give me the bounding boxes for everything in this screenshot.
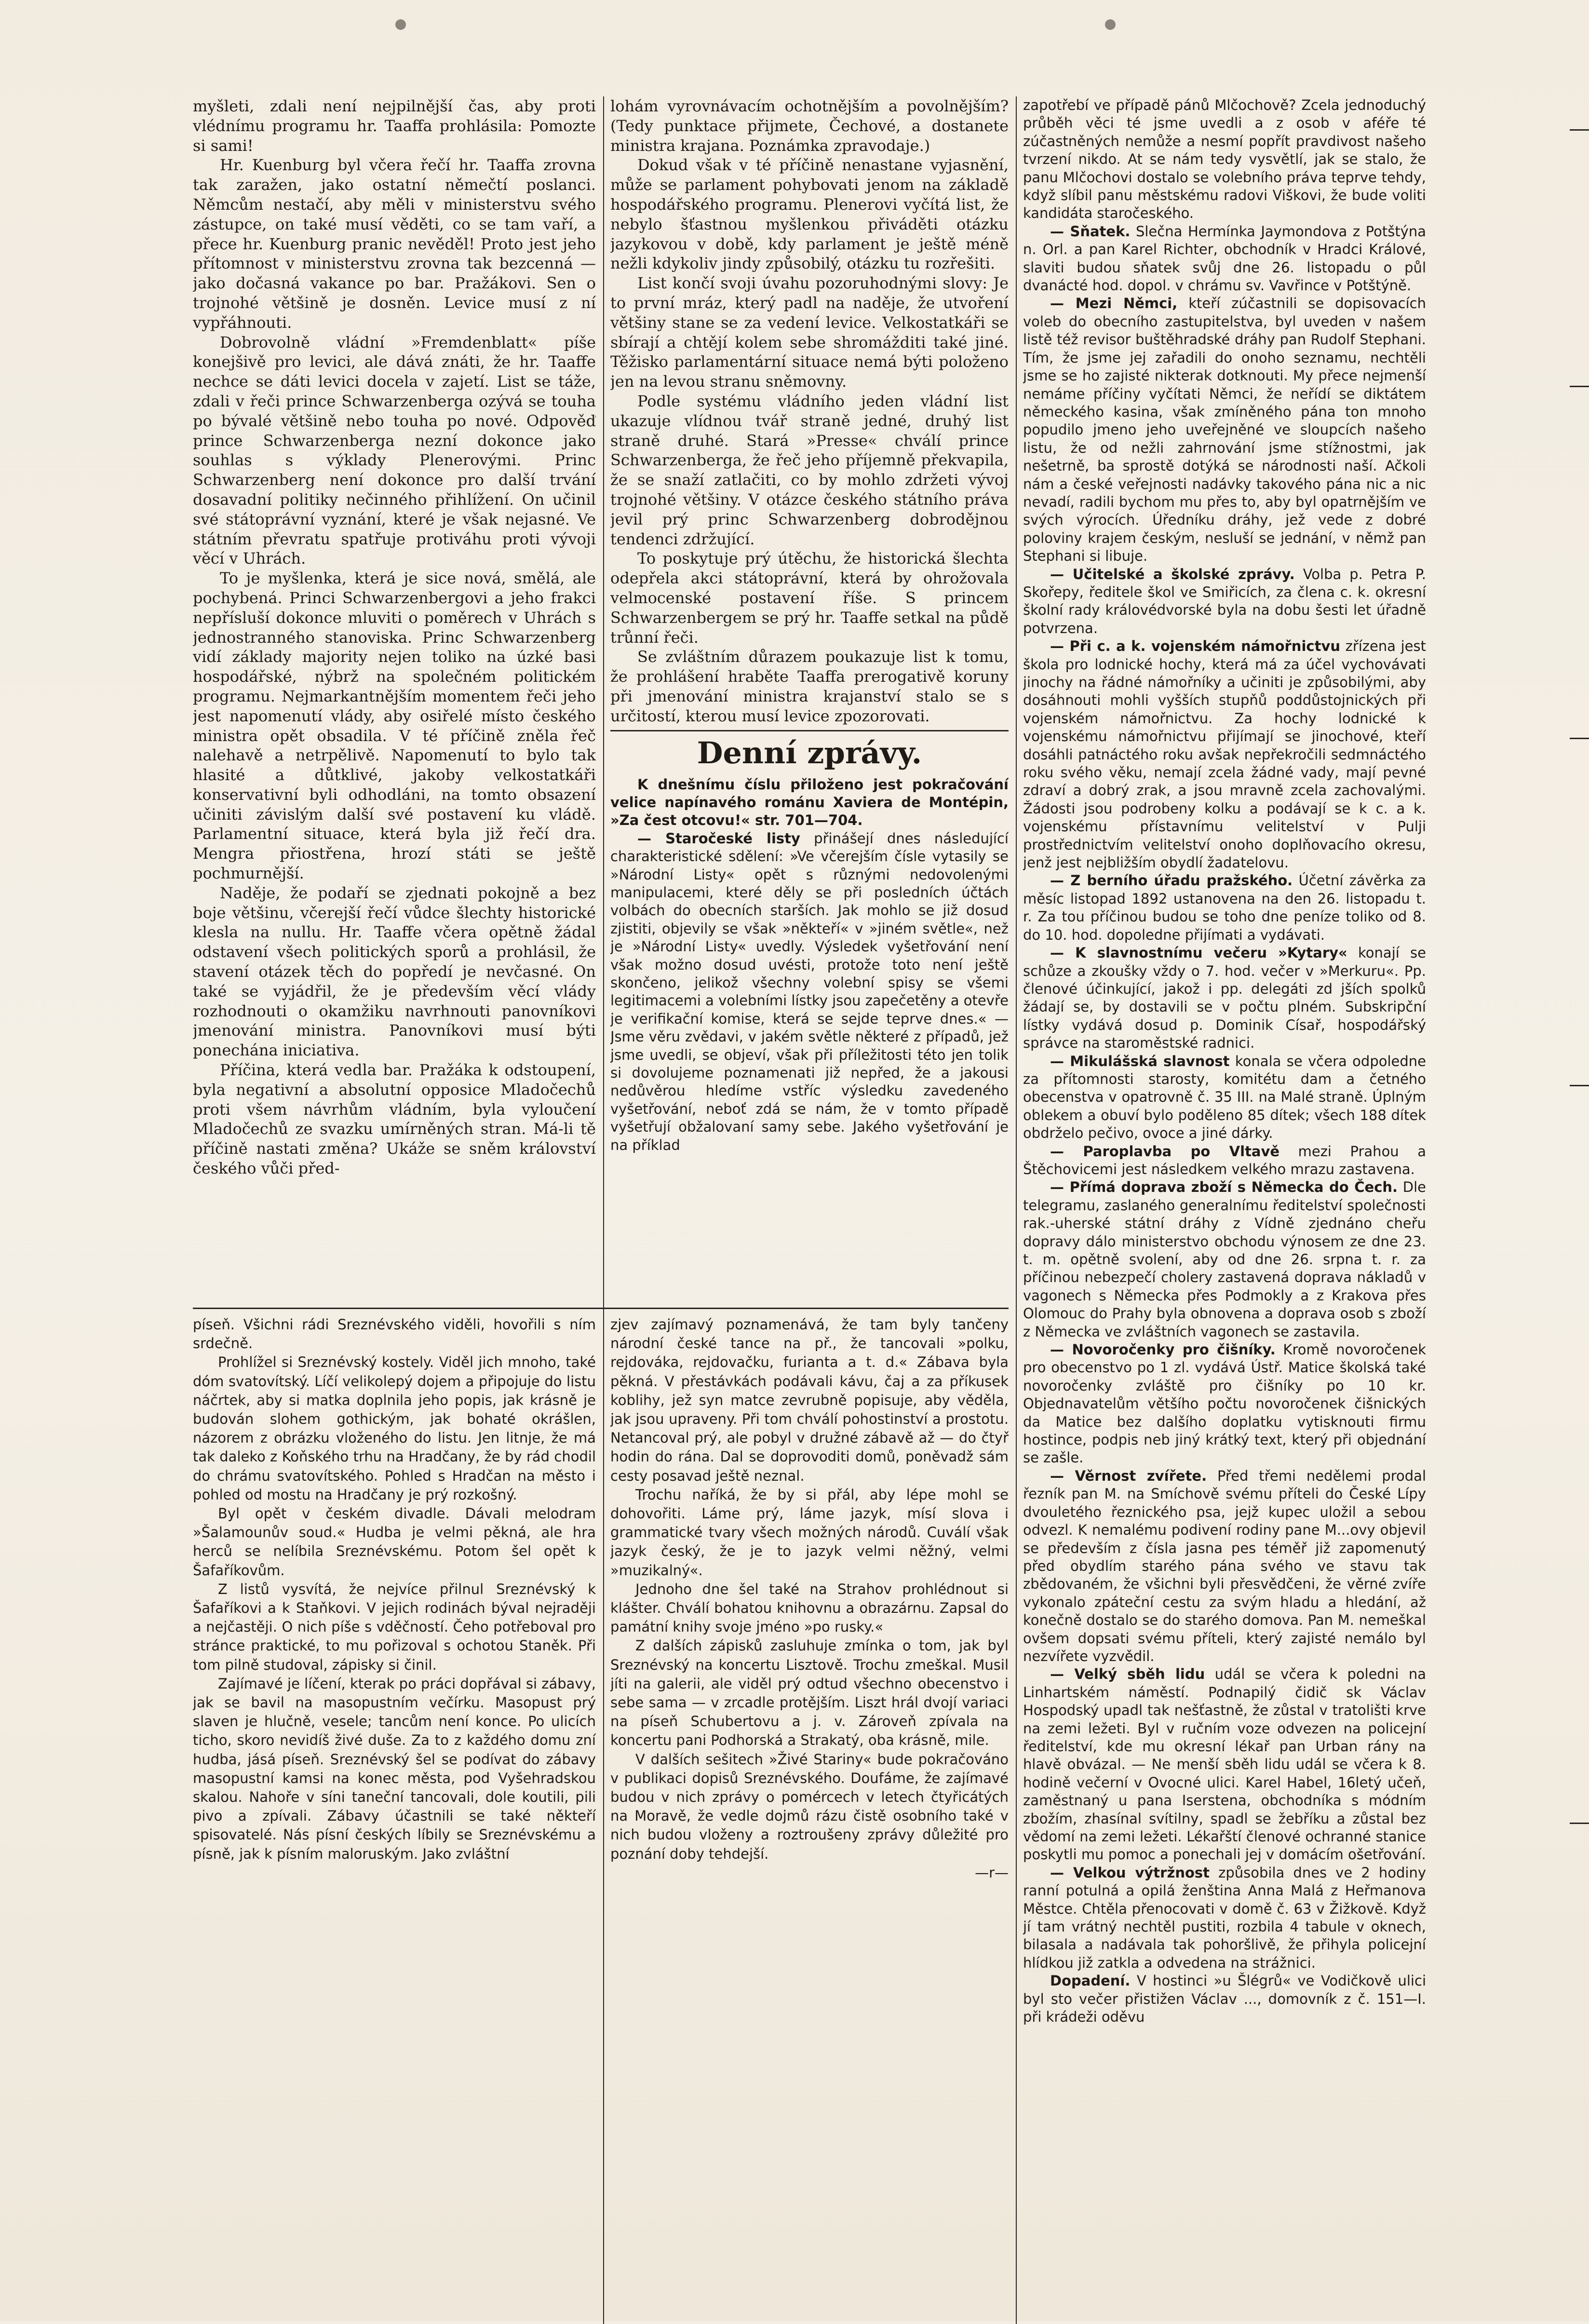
news-item: [1023, 1053, 1426, 1143]
news-item-heading: — Přímá doprava zboží s Německa do Čech.: [1050, 1179, 1398, 1196]
news-item-text: přinášejí dnes následující charakteristické sdělení: »Ve včerejším čísle vytasily se »Národní Listy« opět s různými nedovolenými manipulacemi, které děly se při posledních účtách volbách do obecních starších. Jak mohlo se již dosud zjistiti, objevily se však »někteří« v »jiném světle«, než je »Národní Listy« uvedly. Výsledek vyšetřování není však možno dosud uvésti, protože toto není ještě skončeno, jelikož všechny volební spisy se všemi legitimacemi a volebními lístky jsou zapečetěny a otevře je verifikační komise, která se sejde teprve dnes.« — Jsme věru zvědavi, v jakém světle některé z případů, jež jsme uvedli, se objeví, však při příležitosti této jen tolik si dovolujeme poznamenati již nepřed, že a jakousi nedůvěrou hledíme vstříc výsledku zavedeného vyšetřování, neboť zdá se nám, že v tomto případě vyšetřují obžalovaní samy sebe. Jakého vyšetřování je na příklad: [610, 830, 1009, 1153]
news-item-text: konala se včera odpoledne za přítomnosti starosty, komitétu dam a četného obecenstva v opatrovně č. 35 III. na Malé straně. Úplným oblekem a obuví bylo poděleno 85 dítek; všech 188 dítek obdrželo pečivo, ovoce a jiné dárky.: [1023, 1053, 1426, 1142]
news-item: [1023, 1341, 1426, 1467]
paragraph: Podle systému vládního jeden vládní list ukazuje vlídnou tvář straně jedné, druhý list straně druhé. Stará »Presse« chválí prince Schwarzenberga, že řeč jeho příjemně překvapila, že se snaží zatlačiti, co by mohlo zdržeti vývoj trojnohé většiny. V otázce českého státního práva jevil prý princ Schwarzenberg dobrodějnou tendenci zdržující.: [610, 392, 1009, 548]
section-title-daily-news: Denní zprávy.: [610, 730, 1009, 770]
paragraph: To je myšlenka, která je sice nová, smělá, ale pochybená. Princi Schwarzenbergovi a jeho frakci nepřísluší dokonce mluviti o poměrech v Uhrách s jednostranného stanoviska. Princ Schwarzenberg vidí základy majority nejen toliko na úzké basi hospodářské, nýbrž na společném politickém programu. Nejmarkantnějším momentem řeči jeho jest napomenutí vlády, aby osiřelé místo českého ministra opět obsadila. V té příčině zněla řeč nalehavě a netrpělivě. Napomenutí to bylo tak hlasité a důtklivé, jakoby velkostatkáři konservativní byli odhodláni, na tomto obsazení učiniti závislým další své postavení ku vládě. Parlamentní situace, která byla již řečí dra. Mengra přiostřena, hrozí státi se ještě pochmurnější.: [193, 569, 596, 883]
paragraph: lohám vyrovnávacím ochotnějším a povolnějším? (Tedy punktace přijmete, Čechové, a dostanete ministra krajana. Poznámka zpravodaje.): [610, 97, 1009, 155]
news-item: [1023, 872, 1426, 944]
paragraph: Se zvláštním důrazem poukazuje list k tomu, že prohlášení hraběte Taaffa prerogativě koruny při jmenování ministra krajanství stalo se s určitostí, kterou musí levice zpozorovati.: [610, 648, 1009, 725]
news-item-heading: — Novoročenky pro čišníky.: [1050, 1341, 1276, 1358]
news-item-text: způsobila dnes ve 2 hodiny ranní potulná a opilá ženština Anna Malá z Heřmanova Městce. Chtěla přenocovati v domě č. 63 v Žižkově. Když jí tam vrátný nechtěl pustiti, rozbila 4 tabule v oknech, bilasala a nadávala tak pohoršlivě, že přihyla policejní hlídkou již zatkla a odvedena na strážnici.: [1023, 1864, 1426, 1971]
paragraph: Zajímavé je líčení, kterak po práci dopřával si zábavy, jak se bavil na masopustním večírku. Masopust prý slaven je hlučně, vesele; tancům není konce. Po ulicích ticho, skoro nevidíš živé duše. Za to z každého domu zní hudba, jásá píseň. Sreznévský šel se podívat do zábavy masopustní kamsi na konec města, pod Vyšehradskou skalou. Nahoře v síni taneční tancovali, dole koutili, pili pivo a zpívali. Zábavy účastnili se také někteří spisovatelé. Nás písní českých líbily se Sreznévskému a písně, jak k písním maloruským. Jako zvláštní: [193, 1675, 596, 1862]
news-item-heading: Dopadení.: [1050, 1973, 1131, 1989]
news-item-text: Volba p. Petra P. Skořepy, ředitele škol ve Smiřicích, za člena c. k. okresní školní rady královédvorské byla na dobu šesti let úřadně potvrzena.: [1023, 566, 1426, 636]
news-item-heading: — K slavnostnímu večeru »Kytary«: [1050, 945, 1347, 961]
paragraph: To poskytuje prý útěchu, že historická šlechta odepřela akci státoprávní, která by ohrožovala velmocenské postavení říše. S princem Schwarzenbergem se prý hr. Taaffe setkal na půdě trůnní řeči.: [610, 549, 1009, 647]
daily-intro: K dnešnímu číslu přiloženo jest pokračování velice napínavého románu Xaviera de Montépin, »Za čest otcovu!« str. 701—704.: [610, 776, 1009, 829]
news-item: [1023, 295, 1426, 565]
news-item-text: zapotřebí ve případě pánů Mlčochově? Zcela jednoduchý průběh věci té jsme uvedli a z osob v aféře té zúčastněných nemůže a nesmí popřít pravdivost našeho tvrzení nikdo. At se nám tedy vysvětlí, jak se stalo, že panu Mlčochovi dostalo se volebního práva teprve tehdy, když slíbil panu městskému radovi Viškovi, že bude voliti kandidáta staročeského.: [1023, 97, 1426, 222]
news-item-text: V hostinci »u Šlégrů« ve Vodičkově ulici byl sto večer přistižen Václav ..., domovník z č. 151—I. při krádeži oděvu: [1023, 1973, 1426, 2026]
news-item-heading: — Z berního úřadu pražského.: [1050, 872, 1293, 889]
news-item-text: kteří zúčastnili se dopisovacích voleb do obecního zastupitelstva, byl uveden v našem listě též revisor buštěhradské dráhy pan Rudolf Stephani. Tím, že jsme jej zařadili do onoho seznamu, nechtěli jsme se ho zajisté nikterak dotknouti. My přece nejmenší nemáme příčiny vyčítati Němci, že neřídí se diktátem německého kasina, však zmíněného pána ton mnoho popudilo jmeno jeho uveřejněné ve sloupcích našeho listu, že od nežli zahrnování jsme stížnostmi, jak nešetrně, ba sprostě dotýká se národnosti naší. Ačkoli nám a české veřejnosti nadávky takového pána nic a nic nevadí, radili bychom mu přes to, aby byl opatrnějším ve svých výrocích. Úředníku dráhy, jež vede z dobré poloviny krajem českým, nesluší se jednání, v němž pan Stephani si libuje.: [1023, 295, 1426, 565]
news-item: [1023, 1143, 1426, 1179]
news-item: [1023, 944, 1426, 1052]
news-item: [1023, 96, 1426, 223]
news-item: [610, 830, 1009, 1154]
news-item-text: Slečna Hermínka Jaymondova z Potštýna n. Orl. a pan Karel Richter, obchodník v Hradci Králové, slaviti budou sňatek svůj dne 26. listopadu o půl dvanácté hod. dopol. v chrámu sv. Vavřince v Potštýně.: [1023, 223, 1426, 294]
margin-tick: [1570, 1823, 1589, 1824]
paragraph: Příčina, která vedla bar. Pražáka k odstoupení, byla negativní a absolutní opposice Mladočechů proti všem návrhům vládním, byla vyloučení Mladočechů ze svazku umírněných stran. Má-li tě příčině nastati změna? Ukáže se sněm království českého vůči před-: [193, 1061, 596, 1178]
news-item: [1023, 637, 1426, 872]
news-item-heading: — Učitelské a školské zprávy.: [1050, 566, 1295, 582]
column-rule: [1016, 96, 1017, 2324]
news-item: [1023, 1864, 1426, 1972]
paragraph: myšleti, zdali není nejpilnější čas, aby proti vlédnímu programu hr. Taaffa prohlásila: Pomozte si sami!: [193, 97, 596, 155]
paragraph: zjev zajímavý poznamenává, že tam byly tančeny národní české tance na př., že tancovali »polku, rejdováka, rejdovačku, furianta a t. d.« Zábava byla pěkná. V přestávkách podávali kávu, čaj a za příkusek koblihy, jež syn matce zevrubně popisuje, aby věděla, jak jsou upraveny. Při tom chválí pohostinství a prostotu. Netancoval prý, ale pobyl v družné zábavě až — do čtyř hodin do rána. Dal se doprovoditi domů, poněvadž sám cesty posavad ještě neznal.: [610, 1316, 1009, 1484]
paragraph: List končí svoji úvahu pozoruhodnými slovy: Je to první mráz, který padl na naděje, že utvoření většiny stane se za vedení levice. Velkostatkáři se sbírají a chtějí kolem sebe shromážditi také jiné. Těžisko parlamentární situace nemá býti položeno jen na levou stranu sněmovny.: [610, 274, 1009, 391]
binding-hole: [395, 19, 406, 30]
feuilleton-column-1: [193, 1315, 596, 2309]
column-rule: [603, 96, 604, 2324]
news-item: [1023, 1178, 1426, 1341]
paragraph: Byl opět v českém divadle. Dávali melodram »Šalamounův soud.« Hudba je velmi pěkná, ale hra herců se nelíbila Sreznévskému. Potom šel opět k Šafaříkovům.: [193, 1505, 596, 1579]
news-item-heading: — Při c. a k. vojenském námořnictvu: [1050, 638, 1340, 655]
news-item-text: Dle telegramu, zaslaného generalnímu ředitelství společnosti rak.-uherské státní dráhy z Vídně zjednáno cheřu dopravy dálo ministerstvo obchodu výnosem ze dne 23. t. m. opětně svolení, aby od dne 26. srpna t. r. za příčinou nebezpečí cholery zastavená doprava nákladů v vagonech s Německa přes Podmokly a z Krakova přes Olomouc do Prahy byla obnovena a doprava osob s zboží z Německa ve zvláštních vagonech se zastavila.: [1023, 1179, 1426, 1340]
news-item-text: Účetní závěrka za měsíc listopad 1892 ustanovena na den 26. listopadu t. r. Za tou příčinou budou se toho dne peníze toliko od 8. do 10. hod. dopoledne přijímati a vydávati.: [1023, 872, 1426, 943]
author-signature: —r—: [975, 1864, 1009, 1881]
paragraph: Dokud však v té příčině nenastane vyjasnění, může se parlament pohybovati jenom na základě hospodářského programu. Plenerovi vyčítá list, že nebylo šťastnou myšlenkou přiváděti otázku jazykovou v době, kdy parlament je ještě méně nežli kdykoliv jindy způsobilý, otázku tu rozřešiti.: [610, 156, 1009, 273]
paragraph: Trochu naříká, že by si přál, aby lépe mohl se dohovořiti. Láme prý, láme jazyk, mísí slova i grammatické tvary všech možných národů. Cuválí však jazyk český, že je to jazyk velmi něžný, velmi »muzikalný«.: [610, 1486, 1009, 1579]
paragraph: Jednoho dne šel také na Strahov prohlédnout si klášter. Chválí bohatou knihovnu a obrazárnu. Zapsal do památní knihy svoje jméno »po rusky.«: [610, 1581, 1009, 1635]
paragraph: Dobrovolně vládní »Fremdenblatt« píše konejšivě pro levici, ale dává znáti, že hr. Taaffe nechce se dáti levici docela v zajetí. List se táže, zdali v řeči prince Schwarzenberga ozývá se touha po bývalé většině nebo touha po nové. Odpověď prince Schwarzenberga nezní dokonce jako souhlas s výklady Plenerovými. Princ Schwarzenberg není dokonce pro další trvání dosavadní politiky nečinného přihlížení. On učinil své státoprávní vyznání, které je však nejasné. Ve státním převratu spatřuje protiváhu proti vývoji věcí v Uhrách.: [193, 333, 596, 568]
news-item-heading: — Velký sběh lidu: [1050, 1666, 1205, 1683]
paragraph: Z listů vysvítá, že nejvíce přilnul Sreznévský k Šafaříkovi a k Staňkovi. V jejich rodinách býval nejraději a nejčastěji. O nich píše s vděčností. Čeho potřeboval pro stránce praktické, to mu pořizoval s ochotou Staněk. Při tom pilně studoval, zápisky si činil.: [193, 1581, 596, 1673]
news-item-heading: — Sňatek.: [1050, 223, 1131, 240]
news-item-heading: — Staročeské listy: [637, 830, 800, 847]
news-item-text: udál se včera k poledni na Linhartském náměstí. Podnapilý čidič sk Václav Hospodský upadl tak nešťastně, že zůstal v tratolišti krve na zemi ležeti. Byl v ručním voze odvezen na policejní ředitelství, kde mu okresní lékař pan Urban rány na hlavě obvázal. — Ne menší sběh lidu udál se včera k 8. hodině večerní v Ovocné ulici. Karel Habel, 16letý učeň, zaměstnaný u pana Iserstena, obchodníka s módním zbožím, zhasínal svítilny, spadl se žebříku a zůstal bez vědomí na zemi ležeti. Lékařští členové ochranné stanice poskytli mu pomoc a ponechali jej v domácím ošetřování.: [1023, 1666, 1426, 1863]
news-item: [1023, 1665, 1426, 1864]
binding-hole: [1105, 19, 1116, 30]
news-item-heading: — Paroplavba po Vltavě: [1050, 1143, 1280, 1160]
paragraph: Prohlížel si Sreznévský kostely. Viděl jich mnoho, také dóm svatovítský. Líčí velikolepý dojem a připojuje do listu náčrtek, aby si matka doplnila jeho popis, jak krásně je budován slohem gothickým, jak bohaté okrášlen, názorem z obrázku vloženého do listu. Jen litnje, že má tak daleko z Koňského trhu na Hradčany, že by rád chodil do chrámu svatovítského. Pohled s Hradčan na město i pohled od mostu na Hradčany je prý rozkošný.: [193, 1354, 596, 1503]
feuilleton-rule: [193, 1308, 1009, 1309]
daily-news-column-3: [1023, 96, 1426, 2310]
news-item: [1023, 1972, 1426, 2026]
news-item-heading: — Věrnost zvířete.: [1050, 1467, 1207, 1484]
editorial-column-2: [610, 96, 1009, 1297]
margin-tick: [1570, 738, 1589, 739]
news-item-heading: — Mezi Němci,: [1050, 295, 1178, 312]
news-item: [1023, 1467, 1426, 1665]
paragraph: Hr. Kuenburg byl včera řečí hr. Taaffa zrovna tak zaražen, jako ostatní němečtí poslanci. Němcům nestačí, aby měli v ministerstvu svého zástupce, on také musí věděti, co se tam vaří, a přece hr. Kuenburg pranic nevěděl! Proto jest jeho přítomnost v ministerstvu zrovna tak bezcenná — jako dočasná vakance po bar. Pražákovi. Sen o trojnohé většině je dosněn. Levice musí z ní vypřáhnouti.: [193, 156, 596, 332]
news-item-heading: — Mikulášská slavnost: [1050, 1053, 1230, 1069]
news-item-text: zřízena jest škola pro lodnické hochy, která má za účel vychovávati jinochy na řádné námořníky a učiniti je způsobilými, aby dosáhnouti mohli vyšších stupňů poddůstojnických při vojenském námořnictvu. Za hochy lodnické k vojenskému námořnictvu přijímají se jinochové, kteří dosáhli patnáctého roku avšak nepřekročili sedmnáctého roku svého věku, nemají zcela žádné vady, mají pevné zdraví a dobrý zrak, a jsou mravně zcela zachovalými. Žádosti jsou podrobeny kolku a podávají se k c. a k. vojenskému přístavnímu velitelství v Pulji prostřednictvím velitelství onoho doplňovacího okresu, jenž jest nejbližším obydlí žadatelovu.: [1023, 638, 1426, 871]
news-item-text: Kromě novoročenek pro obecenstvo po 1 zl. vydává Ústř. Matice školská také novoročenky zvláště pro čišníky po 10 kr. Objednavatelům většího počtu novoročenek čišnických da Matice bez dalšího doplatku vytisknouti firmu hostince, podpis neb jiný krátký text, který při objednání se zašle.: [1023, 1341, 1426, 1466]
news-item-text: mezi Prahou a Štěchovicemi jest následkem velkého mrazu zastavena.: [1023, 1143, 1426, 1177]
margin-tick: [1570, 1085, 1589, 1086]
paragraph: píseň. Všichni rádi Sreznévského viděli, hovořili s ním srdečně.: [193, 1316, 596, 1352]
news-item-text: konají se schůze a zkoušky vždy o 7. hod. večer v »Merkuru«. Pp. členové účinkující, jakož i pp. delegáti zd jších spolků žádají se, by dostavili se v počtu plném. Subskripční lístky vydává dosud p. Dominik Císař, hospodářský správce na staroměstské radnici.: [1023, 945, 1426, 1052]
paragraph: Z dalších zápisků zasluhuje zmínka o tom, jak byl Sreznévský na koncertu Lisztově. Trochu zmeškal. Musil jíti na galerii, ale viděl prý odtud všechno obecenstvo i sebe sama — v zrcadle protějším. Liszt hrál dvojí variaci na píseň Schubertovu a j. v. Zároveň zpívala na koncertu pani Podhorská a Strakatý, oba krásně, mile.: [610, 1637, 1009, 1749]
margin-tick: [1570, 129, 1589, 131]
paragraph: V dalších sešitech »Živé Stariny« bude pokračováno v publikaci dopisů Sreznévského. Doufáme, že zajímavé budou v nich zprávy o pomércech v letech čtyřicátých na Moravě, že vedle dojmů rázu čistě osobního také v nich budou vloženy a roztroušeny zprávy důležité pro poznání doby tehdejší.: [610, 1751, 1009, 1862]
news-item: [1023, 223, 1426, 295]
news-item: [1023, 566, 1426, 638]
news-item-text: Před třemi nedělemi prodal řezník pan M. na Smíchově svému příteli do České Lípy dvouletého řeznického psa, jejž kupec uložil a sebou odvezl. K nemalému podivení rodiny pane M...ovy objevil se především z čísla jasna pes téměř již zapomenutý před obydlím starého pána svého ve stavu tak zbědovaném, že všichni byli přesvědčeni, že věrné zvíře vykonalo zpáteční cestu za svým hladu a hledání, až konečně dostalo se do starého domova. Pan M. nemeškal ovšem dopsati svému příteli, který zajisté nemálo byl nezvířete vyzvědil.: [1023, 1467, 1426, 1664]
editorial-column-1: [193, 96, 596, 1297]
feuilleton-column-2: [610, 1315, 1009, 2309]
news-item-heading: — Velkou výtržnost: [1050, 1864, 1210, 1881]
margin-tick: [1570, 386, 1589, 387]
paragraph: Naděje, že podaří se zjednati pokojně a bez boje většinu, včerejší řečí vůdce šlechty historické klesla na nullu. Hr. Taaffe včera opětně žádal odstavení všech politických sporů a prohlásil, že stavení otázek těch do popředí je nevčasné. On také se vyjádřil, že je především věcí vlády rozhodnouti o okamžiku navrhnouti panovníkovi jmenování ministra. Panovníkovi musí býti ponechána iniciativa.: [193, 883, 596, 1060]
